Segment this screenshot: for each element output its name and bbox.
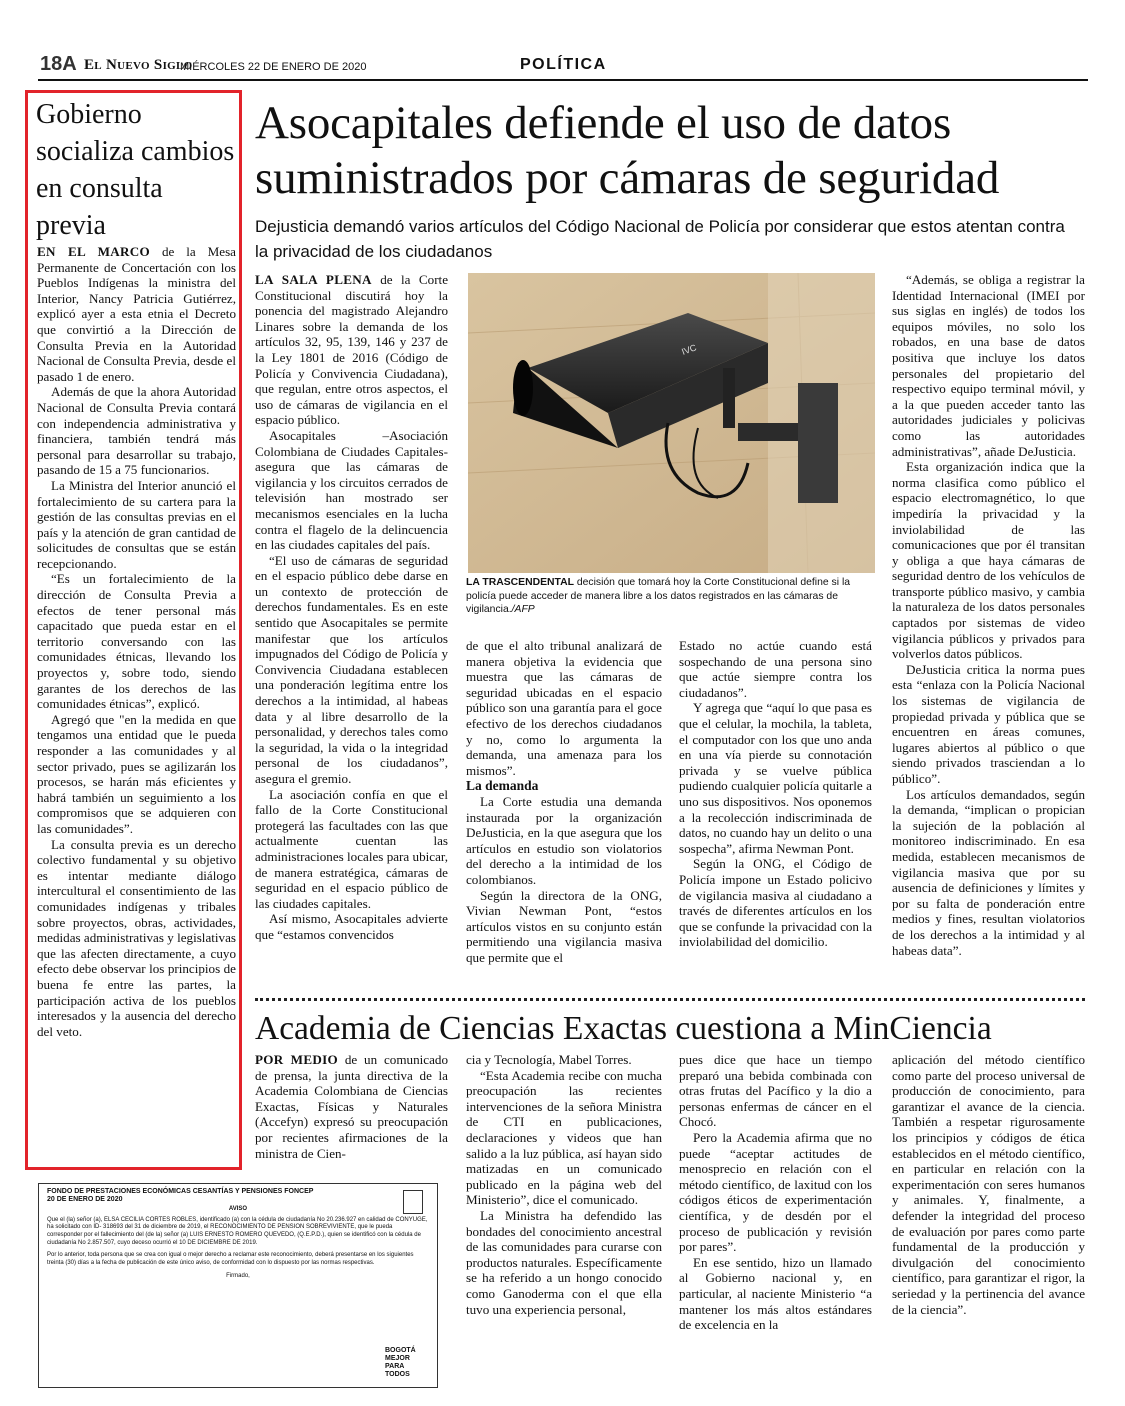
notice-kind: AVISO: [228, 1206, 248, 1213]
page-number: 18A: [40, 53, 77, 75]
article-paragraph: Así mismo, Asocapitales advierte que “estamos convencidos: [255, 911, 448, 942]
sidebar-paragraph: EN EL MARCO de la Mesa Permanente de Concertación con los Pueblos Indígenas la ministra del Interior, Nancy Patricia Gutiérrez, explicó ayer a esta etnia el Decreto que convirtió a la Dirección de Consulta Previa en la Autoridad Nacional de Consulta Previa, desde el pasado 1 de enero.: [37, 244, 236, 384]
article2-column-1: POR MEDIO de un comunicado de prensa, la junta directiva de la Academia Colombiana de Ciencias Exactas, Físicas y Naturales (Accefyn) expresó su preocupación por recientes afirmaciones de la ministra de Cien-: [255, 1052, 448, 1161]
article-paragraph: DeJusticia critica la norma pues esta “enlaza con la Policía Nacional los sistemas de vigilancia de propiedad privada y pública que se encuentren en áreas comunes, lugares abiertos al público o que siendo privados trasciendan a lo público”.: [892, 661, 1085, 786]
section-divider: [255, 998, 1085, 1001]
newspaper-name: El Nuevo Siglo: [84, 57, 193, 73]
article-column-4: [892, 272, 1085, 958]
notice-date: 20 DE ENERO DE 2020: [47, 1195, 123, 1203]
article-lead: LA SALA PLENA: [255, 272, 372, 287]
sidebar-paragraph: La Ministra del Interior anunció el fortalecimiento de su cartera para la gestión de las consultas previas en el país y la atención de gran cantidad de solicitudes de consultas que se están recepcionando.: [37, 477, 236, 571]
article-paragraph: En ese sentido, hizo un llamado al Gobierno nacional y, en particular, al naciente Ministerio “a mantener los más altos estándares de excelencia en la: [679, 1254, 872, 1333]
notice-signed: Firmado,: [226, 1273, 250, 1280]
article-deck: Dejusticia demandó varios artículos del Código Nacional de Policía por considerar que estos atentan contra la privacidad de los ciudadanos: [255, 217, 1065, 261]
article-paragraph: Asocapitales –Asociación Colombiana de Ciudades Capitales- asegura que las cámaras de vigilancia y los circuitos cerrados de televisión han mostrado ser mecanismos esenciales en la lucha contra el flagelo de la delincuencia en las ciudades capitales del país.: [255, 427, 448, 553]
sidebar-paragraph: La consulta previa es un derecho colectivo fundamental y su objetivo es intentar mediante diálogo intercultural el consentimiento de las comunidades indígenas y tribales sobre proyectos, obras, actividades, medidas administrativas y legislativas que las afecten directamente, a cuyo efecto debe observar los principios de buena fe entre las partes, la participación activa de los pueblos interesados y la ausencia del derecho del veto.: [37, 836, 236, 1039]
sidebar-title: Gobierno socializa cambios en consulta previa: [36, 99, 235, 241]
article-paragraph: La Corte estudia una demanda instaurada por la organización DeJusticia, en la que asegura que los artículos en estudio son violatorios del derecho a la intimidad de los colombianos.: [466, 793, 662, 887]
sidebar-lead: EN EL MARCO: [37, 244, 151, 259]
article-paragraph: Según la ONG, el Código de Policía impone un Estado policivo de vigilancia masiva al ciudadano a través de diferentes artículos en los que se confunde la privacidad con la inviolabilidad del domicilio.: [679, 856, 872, 950]
sidebar-body: [37, 244, 236, 1039]
article-paragraph: Según la directora de la ONG, Vivian Newman Pont, “estos artículos vistos en su conjunto están permitiendo una vigilancia masiva que permite que el: [466, 887, 662, 965]
article-paragraph: La asociación confía en que el fallo de la Corte Constitucional protegerá las facultades con las que actualmente cuentan las administraciones locales para ubicar, de manera estratégica, cámaras de seguridad en el espacio público de las ciudades capitales.: [255, 786, 448, 911]
article-paragraph: aplicación del método científico como parte del proceso universal de producción de conocimiento, para garantizar el avance de la ciencia. También a respetar rigurosamente los principios y códigos de ética establecidos en el método científico, en particular en relación con la experimentación con seres humanos y animales. Y, finalmente, a defender la integridad del proceso de evaluación por pares como parte fundamental de la producción y divulgación del conocimiento científico, para garantizar el rigor, la seriedad y la pertinencia del avance de la ciencia”.: [892, 1052, 1085, 1317]
article2-column-4: [892, 1052, 1085, 1317]
article-paragraph: de que el alto tribunal analizará de manera objetiva la evidencia que muestra que las cámaras de seguridad ubicadas en el espacio público son una garantía para el goce efectivo de los derechos ciudadanos y no, como lo argumenta la demanda, una amenaza para los mismos”.: [466, 638, 662, 778]
caption-lead: LA TRASCENDENTAL: [466, 577, 574, 588]
article-paragraph: Esta organización indica que la norma clasifica como público el espacio electromagnético, lo que impediría la privacidad y la inviolabilidad de las comunicaciones que por él transitan y obliga a que haya cámaras de seguridad dentro de los vehículos de transporte público masivo, y cambia la naturaleza de los datos personales captados por sistemas de video vigilancia públicos y privados para volverlos datos públicos.: [892, 459, 1085, 662]
article-paragraph: Pero la Academia afirma que no puede “aceptar actitudes de menosprecio en relación con el método científico, de laxitud con los códigos éticos de experimentación científica, y de desdén por el proceso de publicación y revisión por pares”.: [679, 1129, 872, 1255]
article-column-3: [679, 638, 872, 950]
photo-credit: /AFP: [511, 604, 535, 615]
article-paragraph: “Además, se obliga a registrar la Identidad Internacional (IMEI por sus siglas en inglés) de todos los equipos móviles, no solo los robados, en una base de datos positiva que incluye los datos personales del propietario del respectivo equipo terminal móvil, y a la que pueden acceder tanto las autoridades judiciales y policivas como las autoridades administrativas”, añade DeJusticia.: [892, 272, 1085, 459]
article-paragraph: “El uso de cámaras de seguridad en el espacio público debe darse en un contexto de protección de derechos fundamentales. Es en este sentido que Asocapitales se permite manifestar que los artículos impugnados del Código de Policía y Convivencia Ciudadana establecen una ponderación legítima entre los derechos a la intimidad, al habeas data y al libre desarrollo de la personalidad, y derechos tales como la seguridad, la vida o la integridad personal de los ciudadanos”, asegura el gremio.: [255, 552, 448, 786]
security-camera-photo: [468, 273, 875, 573]
sidebar-paragraph: Agregó que "en la medida en que tengamos una entidad que le pueda responder a las comunidades y al sector privado, pues se agilizarán los procesos, se harán más eficientes y habrá también un seguimiento a los compromisos que se adquieren con las comunidades”.: [37, 711, 236, 836]
svg-text:IVC: IVC: [680, 342, 698, 357]
notice-body: Que el (la) señor (a), ELSA CECILIA CORTES ROBLES, identificado (a) con la cédula de ciudadanía No 20.236.927 en calidad de CONYUGE, ha solicitado con ID- 318693 del 31 de diciembre de 2019, el RECONOCIMIENTO DE PENSION SOBREVIVIENTE, que le pueda corresponder por el fallecimiento del (de la) señor (a) LUIS ERNESTO ROMERO QUEVEDO, (Q.E.P.D.), quien se identificó con la cédula de ciudadanía No 2.857.507, cuyo deceso ocurrió el 10 DE DICIEMBRE DE 2019.: [47, 1216, 428, 1246]
article-headline: Asocapitales defiende el uso de datos suministrados por cámaras de seguridad: [255, 97, 1000, 204]
article-paragraph: “Esta Academia recibe con mucha preocupación las recientes intervenciones de la señora Ministra de CTI en publicaciones, declaraciones y videos que han salido a la luz pública, así hayan sido matizadas en un comunicado publicado en la página web del Ministerio”, dice el comunicado.: [466, 1067, 662, 1208]
camera-illustration: [468, 273, 875, 573]
notice-body-2: Por lo anterior, toda persona que se crea con igual o mejor derecho a reclamar este reconocimiento, deberá presentarse en los siguientes treinta (30) días a la fecha de publicación de este único aviso, de conformidad con lo dispuesto por las normas respectivas.: [47, 1252, 414, 1266]
article-paragraph: Estado no actúe cuando está sospechando de una persona sino que actúe siempre contra los ciudadanos”.: [679, 638, 872, 700]
article-paragraph: Y agrega que “aquí lo que pasa es que el celular, la mochila, la tableta, el computador con los que uno anda en una vía pierde su connotación privada y se vuelve pública pudiendo cualquier policía quitarle a uno sus dispositivos. Nos oponemos a la recolección indiscriminada de datos, no cuando hay un delito o una sospecha”, afirma Newman Pont.: [679, 700, 872, 856]
bogota-logo: BOGOTÁ MEJOR PARA TODOS: [385, 1347, 416, 1378]
article-paragraph: La Ministra ha defendido las bondades del conocimiento ancestral de las comunidades para curarse con productos naturales. Específicamente se ha referido a un hongo conocido como Ganoderma con el que ella tuvo una experiencia personal,: [466, 1207, 662, 1317]
photo-caption: LA TRASCENDENTAL decisión que tomará hoy la Corte Constitucional define si la policía puede acceder de manera libre a los datos registrados en las cámaras de vigilancia./AFP: [466, 577, 851, 615]
section-name: POLÍTICA: [520, 56, 607, 73]
article2-column-3: [679, 1052, 872, 1333]
article2-lead: POR MEDIO: [255, 1052, 339, 1067]
legal-notice: [38, 1183, 438, 1388]
article-paragraph: Los artículos demandados, según la demanda, “implican o propician la sujeción de la población al monitoreo indiscriminado. En esa medida, establecen mecanismos de vigilancia masiva que por su ausencia de definiciones y límites y por su falta de ponderación entre medios y fines, resultan violatorios de los derechos a la intimidad y al habeas data”.: [892, 786, 1085, 958]
article-subhead: La demanda: [466, 778, 539, 794]
notice-org: FONDO DE PRESTACIONES ECONÓMICAS CESANTÍAS Y PENSIONES FONCEP: [47, 1188, 314, 1195]
article-column-2: [466, 638, 662, 965]
issue-date: MIÉRCOLES 22 DE ENERO DE 2020: [180, 61, 367, 73]
sidebar-paragraph: “Es un fortalecimiento de la dirección de Consulta Previa a efectos de tener personal más capacitado que pueda estar en el territorio conversando con las comunidades étnicas, llevando los proyectos y, sobre todo, siendo garantes de los derechos de las comunidades étnicas”, explicó.: [37, 571, 236, 712]
article2-column-2: [466, 1052, 662, 1317]
header-rule: [38, 79, 1088, 81]
article2-headline: Academia de Ciencias Exactas cuestiona a MinCiencia: [255, 1010, 992, 1047]
article-paragraph: pues dice que hace un tiempo preparó una bebida combinada con otras frutas del Pacífico y la dio a personas enfermas de cáncer en el Chocó.: [679, 1052, 872, 1130]
sidebar-paragraph: Además de que la ahora Autoridad Nacional de Consulta Previa contará con independencia administrativa y financiera, también tendrá más personal para desarrollar su trabajo, pasando de 15 a 75 funcionarios.: [37, 384, 236, 478]
article-column-1: LA SALA PLENA de la Corte Constitucional discutirá hoy la ponencia del magistrado Alejandro Linares sobre la demanda de los artículos 32, 95, 139, 146 y 237 de la Ley 1801 de 2016 (Código de Policía y Convivencia Ciudadana), que regulan, entre otros aspectos, el uso de cámaras de vigilancia en el espacio público. Asocapitales –Asociación Colombiana de Ciudades Capitales- asegura que las cámaras de vigilancia y los circuitos cerrados de televisión han mostrado ser mecanismos esenciales en la lucha contra el flagelo de la delincuencia en las ciudades capitales del país. “El uso de cámaras de seguridad en el espacio público debe darse en un contexto de protección de derechos fundamentales. Es en este sentido que Asocapitales se permite manifestar que los artículos impugnados del Código de Policía y Convivencia Ciudadana establecen una ponderación legítima entre los derechos a la intimidad, al habeas data y al libre desarrollo de la personalidad, y derechos tales como la seguridad, la vida o la integridad personal de los ciudadanos”, asegura el gremio. La asociación confía en que el fallo de la Corte Constitucional protegerá las facultades con las que actualmente cuentan las administraciones locales para ubicar, de manera estratégica, cámaras de seguridad en el espacio público de las ciudades capitales. Así mismo, Asocapitales advierte que “estamos convencidos: [255, 272, 448, 942]
article-paragraph: cia y Tecnología, Mabel Torres.: [466, 1052, 632, 1067]
coat-of-arms-icon: [403, 1190, 423, 1214]
